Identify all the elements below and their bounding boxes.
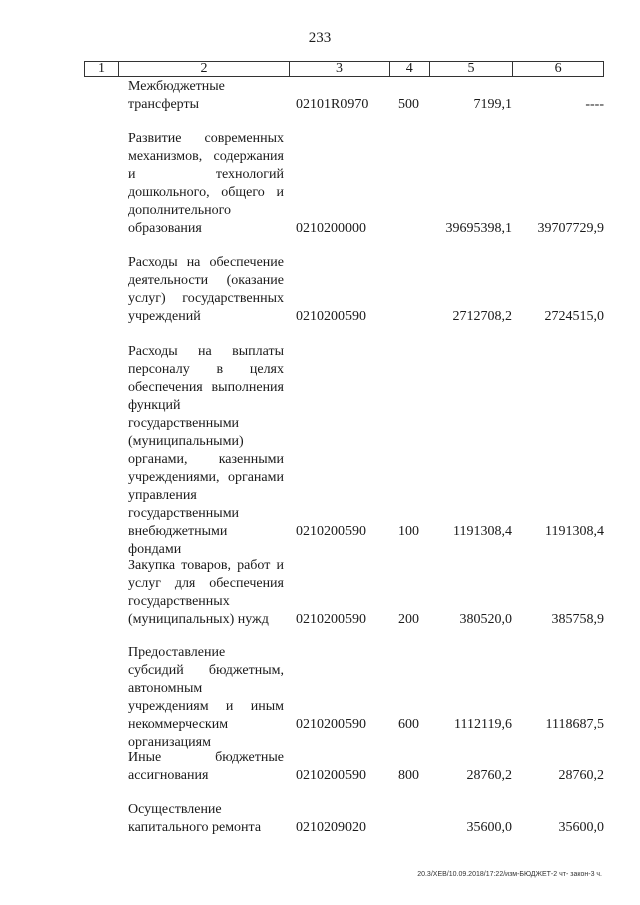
header-col-2: 2	[119, 62, 290, 76]
header-col-6: 6	[554, 61, 562, 76]
header-col-4: 4	[390, 62, 430, 76]
row-name: Иные бюджетные ассигнования	[128, 750, 284, 783]
footer-stamp: 20.3/XEB/10.09.2018/17:22/изм-БЮДЖЕТ-2 чт- закон-3 ч.	[417, 871, 602, 878]
row-csr: 0210200590	[296, 524, 366, 539]
row-vr: 100	[398, 524, 419, 539]
header-col-5: 5	[430, 62, 514, 76]
row-name: Межбюджетные трансферты	[128, 79, 225, 112]
row-name: Осуществление капитального ремонта	[128, 802, 262, 835]
row-value-1: 28760,2	[466, 768, 512, 783]
table-row	[128, 644, 608, 750]
row-vr: 800	[398, 768, 419, 783]
row-value-2: 1191308,4	[545, 524, 604, 539]
row-value-2: 39707729,9	[537, 221, 604, 236]
table-row	[128, 749, 608, 785]
table-row	[128, 130, 608, 238]
row-value-1: 1191308,4	[453, 524, 512, 539]
row-value-2: 35600,0	[558, 820, 604, 835]
row-value-1: 380520,0	[459, 612, 512, 627]
row-csr: 0210200000	[296, 221, 366, 236]
row-value-1: 1112119,6	[454, 717, 512, 732]
table-row	[128, 78, 608, 114]
row-vr: 500	[398, 97, 419, 112]
row-vr: 200	[398, 612, 419, 627]
row-name: Развитие современных механизмов, содержания и технологий дошкольного, общего и дополнительного образования	[128, 131, 284, 236]
row-name: Закупка товаров, работ и услуг для обеспечения государственных (муниципальных) нужд	[128, 558, 284, 627]
row-csr: 0210200590	[296, 717, 366, 732]
row-csr: 0210200590	[296, 768, 366, 783]
table-row	[128, 801, 608, 837]
row-csr: 0210200590	[296, 612, 366, 627]
table-header	[84, 61, 604, 77]
row-value-1: 39695398,1	[445, 221, 512, 236]
header-col-3: 3	[290, 62, 390, 76]
row-name: Предоставление субсидий бюджетным, автономным учреждениям и иным некоммерческим организациям	[128, 645, 284, 750]
table-row	[128, 343, 608, 557]
table-row	[128, 557, 608, 629]
row-value-2: ----	[585, 97, 604, 112]
row-value-1: 35600,0	[466, 820, 512, 835]
row-value-2: 1118687,5	[545, 717, 604, 732]
row-value-2: 2724515,0	[544, 309, 604, 324]
row-value-1: 2712708,2	[452, 309, 512, 324]
row-value-1: 7199,1	[473, 97, 512, 112]
row-csr: 02101R0970	[296, 97, 369, 112]
row-value-2: 385758,9	[551, 612, 604, 627]
row-vr: 600	[398, 717, 419, 732]
page-number: 233	[308, 30, 332, 46]
row-name: Расходы на выплаты персоналу в целях обеспечения выполнения функций государственными (муниципальными) органами, казенными учреждениями, органами управления государственными внебюджетными фондами	[128, 344, 284, 557]
row-csr: 0210209020	[296, 820, 366, 835]
row-csr: 0210200590	[296, 309, 366, 324]
row-value-2: 28760,2	[558, 768, 604, 783]
table-row	[128, 254, 608, 326]
row-name: Расходы на обеспечение деятельности (оказание услуг) государственных учреждений	[128, 255, 284, 324]
header-col-1: 1	[85, 62, 119, 76]
